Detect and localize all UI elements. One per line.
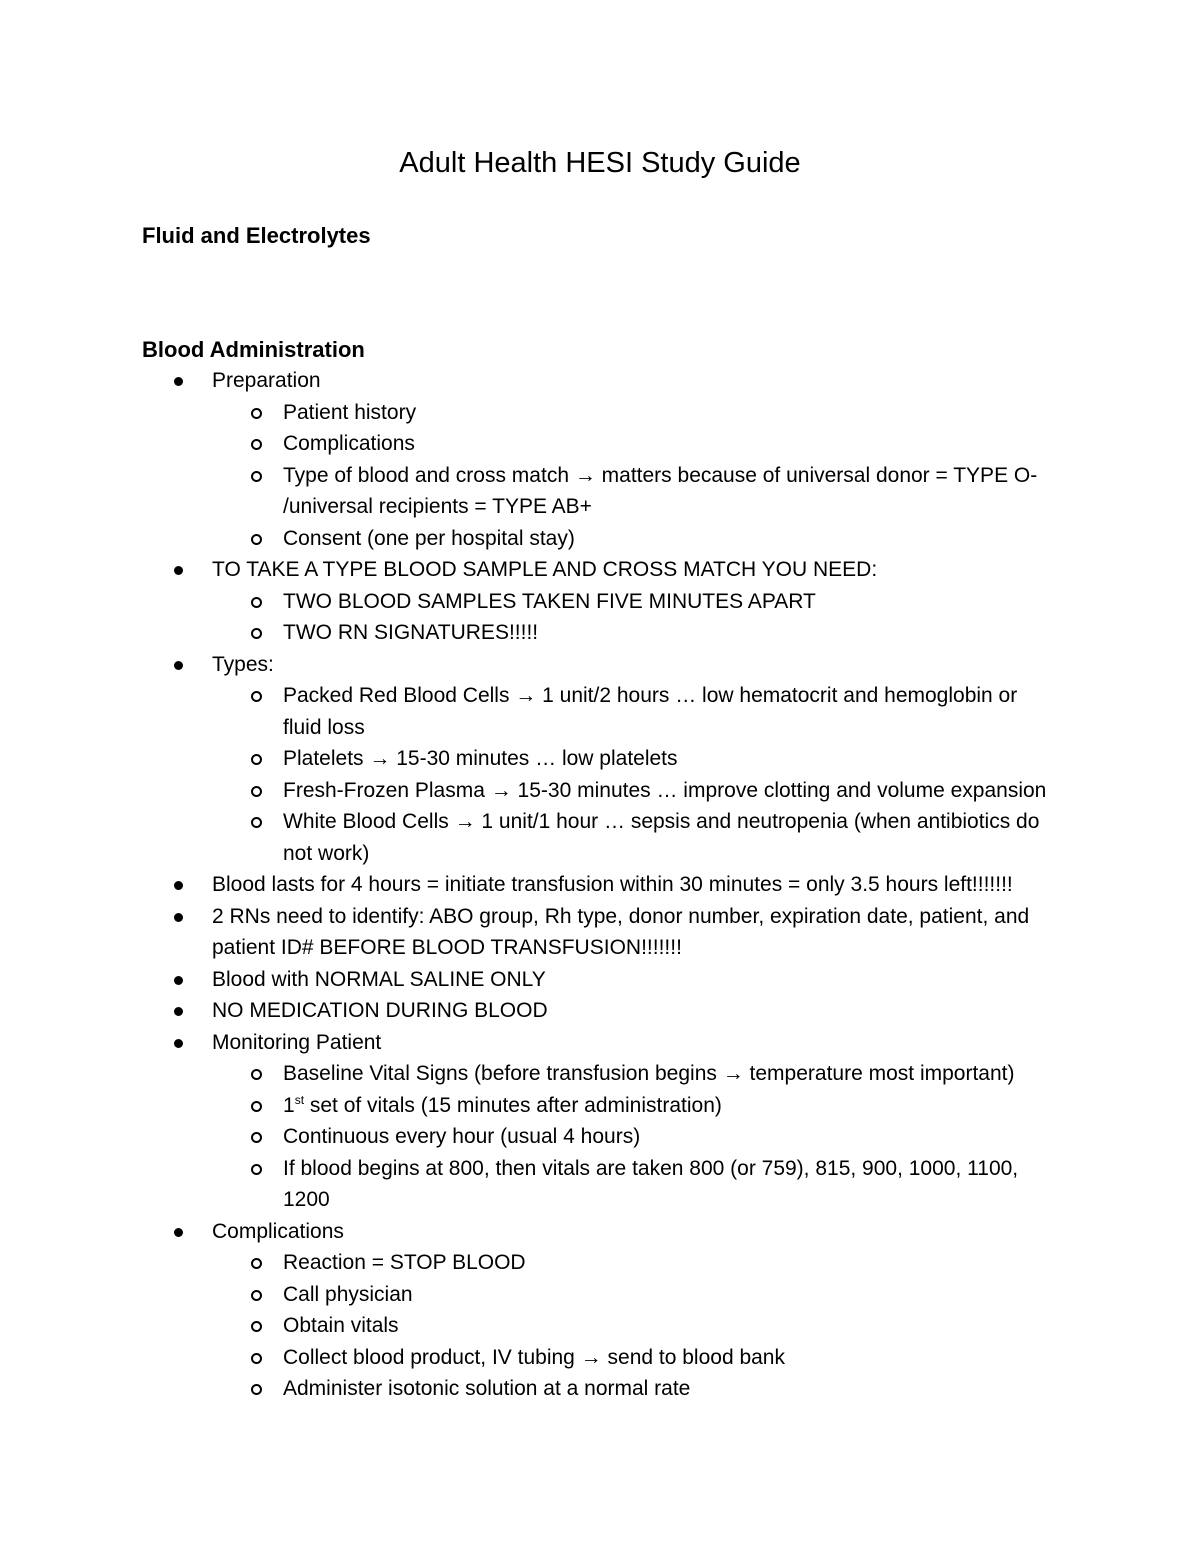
sub-list-item — [212, 428, 1060, 460]
sub-list-item — [212, 743, 1060, 775]
sub-list — [212, 1058, 1060, 1216]
sub-list-item — [212, 1058, 1060, 1090]
sub-list-item — [212, 680, 1060, 743]
sub-list-item-text: TWO RN SIGNATURES!!!!! — [283, 621, 539, 644]
list-item-text: 2 RNs need to identify: ABO group, Rh type, donor number, expiration date, patient, and patient ID# BEFORE BLOOD TRANSFUSION!!!!!!! — [212, 904, 1030, 959]
sub-list-item-text: Type of blood and cross match → matters because of universal donor = TYPE O- /universal recipients = TYPE AB+ — [283, 463, 1038, 518]
list-item-text: NO MEDICATION DURING BLOOD — [212, 999, 548, 1022]
bullet-icon — [174, 661, 183, 670]
section-heading-fluid-electrolytes: Fluid and Electrolytes — [142, 223, 371, 248]
sub-list-item — [212, 1279, 1060, 1311]
hollow-bullet-icon — [251, 1101, 262, 1112]
superscript-prefix: 1 — [283, 1093, 295, 1117]
sub-list-item — [212, 1090, 1060, 1122]
hollow-bullet-icon — [251, 691, 262, 702]
list-item — [142, 365, 1060, 554]
list-item — [142, 554, 1060, 649]
list-item-text: Monitoring Patient — [212, 1030, 382, 1054]
sub-list — [212, 680, 1060, 869]
superscript-rest: set of vitals (15 minutes after administration) — [304, 1093, 722, 1117]
list-item-text: Complications — [212, 1219, 344, 1243]
list-item — [142, 1027, 1060, 1216]
hollow-bullet-icon — [251, 471, 262, 482]
list-item — [142, 869, 1060, 901]
superscript-text: st — [294, 1092, 305, 1107]
hollow-bullet-icon — [251, 1132, 262, 1143]
section-heading-blood-administration: Blood Administration — [142, 337, 365, 362]
sub-list — [212, 1247, 1060, 1405]
list-item — [142, 1216, 1060, 1405]
sub-list-item — [212, 775, 1060, 807]
bullet-icon — [174, 377, 183, 386]
bullet-icon — [174, 881, 183, 890]
hollow-bullet-icon — [251, 628, 262, 639]
hollow-bullet-icon — [251, 1384, 262, 1395]
hollow-bullet-icon — [251, 1290, 262, 1301]
sub-list-item — [212, 806, 1060, 869]
sub-list-item-text: Collect blood product, IV tubing → send to blood bank — [283, 1345, 785, 1369]
sub-list-item — [212, 586, 1060, 618]
sub-list-item-text: Fresh-Frozen Plasma → 15-30 minutes … improve clotting and volume expansion — [283, 778, 1047, 802]
sub-list-item-text: Administer isotonic solution at a normal rate — [283, 1377, 691, 1400]
bullet-icon — [174, 566, 183, 575]
list-item-text: TO TAKE A TYPE BLOOD SAMPLE AND CROSS MATCH YOU NEED: — [212, 558, 878, 581]
document-title: Adult Health HESI Study Guide — [399, 147, 801, 179]
sub-list-item-text: White Blood Cells → 1 unit/1 hour … sepsis and neutropenia (when antibiotics do not work) — [283, 810, 1040, 865]
list-item-text: Preparation — [212, 369, 321, 392]
list-item — [142, 964, 1060, 996]
sub-list-item-text: Platelets → 15-30 minutes … low platelets — [283, 747, 678, 770]
hollow-bullet-icon — [251, 786, 262, 797]
sub-list-item — [212, 1153, 1060, 1216]
hollow-bullet-icon — [251, 408, 262, 419]
hollow-bullet-icon — [251, 439, 262, 450]
hollow-bullet-icon — [251, 1258, 262, 1269]
sub-list-item-text: Reaction = STOP BLOOD — [283, 1251, 526, 1274]
sub-list-item-text: Packed Red Blood Cells → 1 unit/2 hours … low hematocrit and hemoglobin or fluid loss — [283, 684, 1018, 739]
hollow-bullet-icon — [251, 1353, 262, 1364]
hollow-bullet-icon — [251, 534, 262, 545]
sub-list-item-text: Consent (one per hospital stay) — [283, 526, 575, 550]
list-item — [142, 901, 1060, 964]
sub-list-item — [212, 460, 1060, 523]
sub-list-item-text: Obtain vitals — [283, 1314, 399, 1337]
hollow-bullet-icon — [251, 1321, 262, 1332]
sub-list-item-text: Baseline Vital Signs (before transfusion begins → temperature most important) — [283, 1062, 1015, 1085]
sub-list-item — [212, 1310, 1060, 1342]
list-item-text: Blood lasts for 4 hours = initiate transfusion within 30 minutes = only 3.5 hours left!!!!!!! — [212, 873, 1013, 896]
bullet-icon — [174, 976, 183, 985]
bullet-list — [142, 365, 1060, 1405]
sub-list-item-text: Complications — [283, 432, 415, 455]
sub-list — [212, 586, 1060, 649]
bullet-icon — [174, 913, 183, 922]
sub-list-item — [212, 1121, 1060, 1153]
sub-list — [212, 397, 1060, 555]
list-item — [142, 995, 1060, 1027]
hollow-bullet-icon — [251, 597, 262, 608]
sub-list-item — [212, 1247, 1060, 1279]
sub-list-item — [212, 1342, 1060, 1374]
list-item-text: Types: — [212, 652, 274, 676]
sub-list-item — [212, 523, 1060, 555]
sub-list-item — [212, 397, 1060, 429]
list-item-text: Blood with NORMAL SALINE ONLY — [212, 967, 546, 991]
sub-list-item-text: Call physician — [283, 1282, 413, 1306]
sub-list-item-text: TWO BLOOD SAMPLES TAKEN FIVE MINUTES APART — [283, 589, 816, 613]
bullet-icon — [174, 1007, 183, 1016]
bullet-icon — [174, 1228, 183, 1237]
sub-list-item — [212, 617, 1060, 649]
bullet-icon — [174, 1039, 183, 1048]
sub-list-item — [212, 1373, 1060, 1405]
list-item — [142, 649, 1060, 870]
hollow-bullet-icon — [251, 1069, 262, 1080]
hollow-bullet-icon — [251, 1164, 262, 1175]
sub-list-item-text: Continuous every hour (usual 4 hours) — [283, 1125, 641, 1148]
sub-list-item-text: Patient history — [283, 400, 417, 424]
sub-list-item-text: If blood begins at 800, then vitals are taken 800 (or 759), 815, 900, 1000, 1100, 1200 — [283, 1156, 1019, 1211]
hollow-bullet-icon — [251, 754, 262, 765]
hollow-bullet-icon — [251, 817, 262, 828]
